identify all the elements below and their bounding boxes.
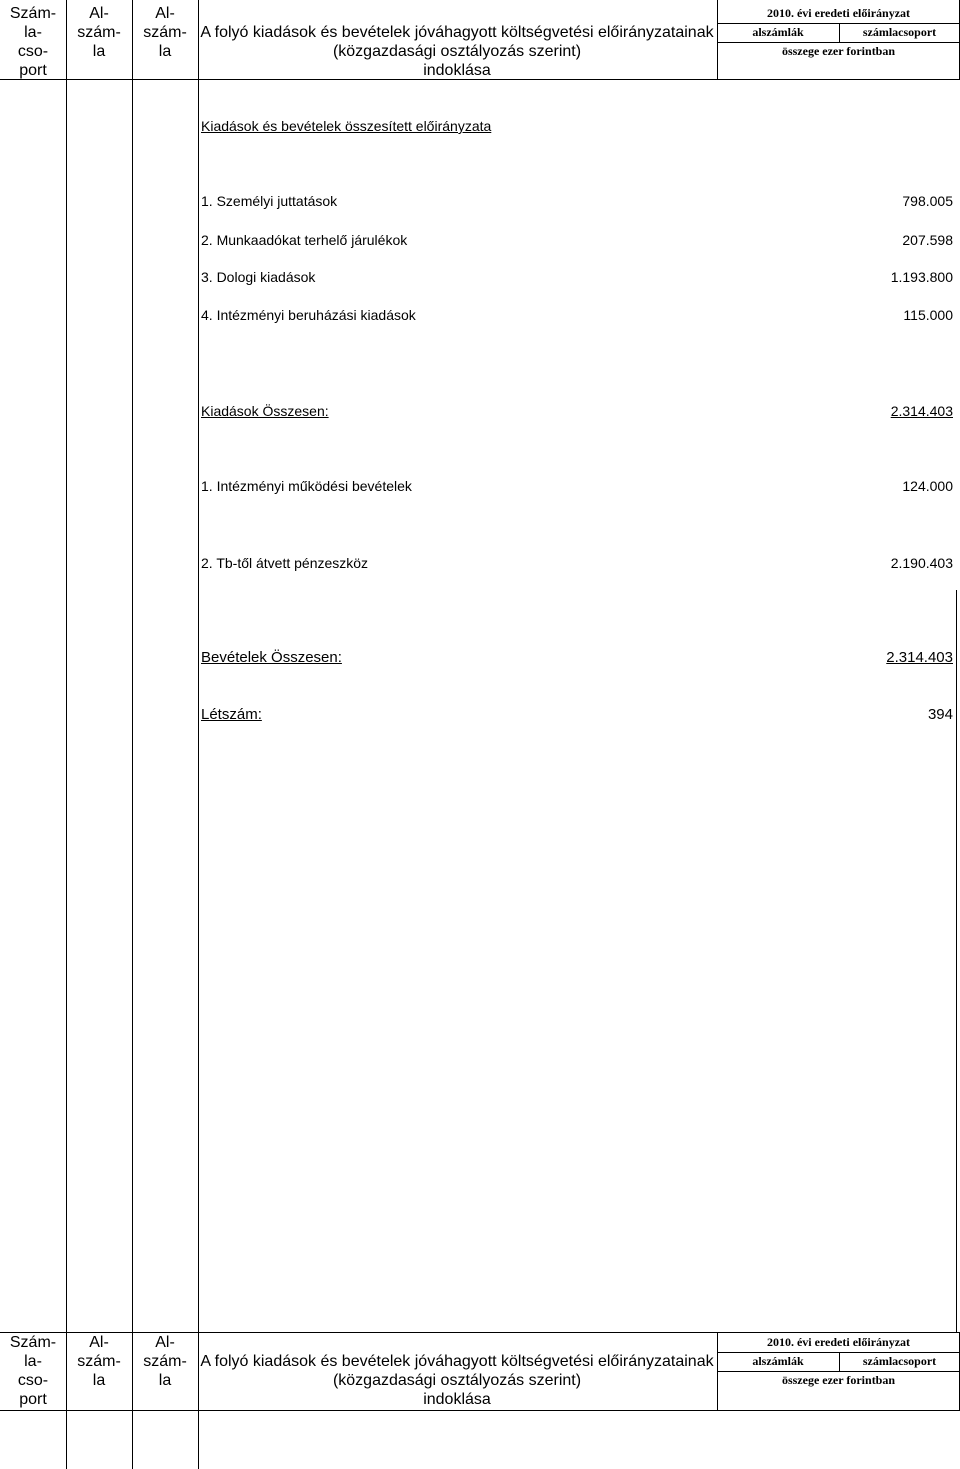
header-szamlacsoport: számlacsoport <box>862 1354 937 1368</box>
header-text: szám- <box>143 1353 187 1370</box>
header-col-szamlacsoport <box>0 4 66 80</box>
header-text: la <box>158 43 172 60</box>
header-text: Al- <box>89 5 109 22</box>
header-osszege: összege ezer forintban <box>781 44 896 58</box>
header-alszamlak: alszámlák <box>752 25 804 39</box>
headcount-value: 394 <box>927 706 953 723</box>
column-border <box>956 590 957 1332</box>
header-text: szám- <box>77 1353 121 1370</box>
income-label: 1. Intézményi működési bevételek <box>201 478 412 494</box>
header-alszamlak: alszámlák <box>752 1354 804 1368</box>
header-year-title: 2010. évi eredeti előirányzat <box>766 6 911 20</box>
header-col-szamlacsoport <box>0 1333 66 1409</box>
header-text: port <box>19 1391 47 1408</box>
header-text: cso- <box>17 1372 49 1389</box>
header-text: la <box>92 43 106 60</box>
expense-label: 4. Intézményi beruházási kiadások <box>201 307 416 323</box>
column-border <box>132 0 133 1469</box>
header-year-title: 2010. évi eredeti előirányzat <box>766 1335 911 1349</box>
header-col-alszamla-2 <box>132 1333 198 1390</box>
divider <box>839 1352 840 1371</box>
divider <box>717 42 960 43</box>
expense-value: 1.193.800 <box>890 269 953 285</box>
header-text: indoklása <box>423 62 491 79</box>
header-description <box>198 1352 716 1409</box>
header-col-alszamla <box>66 1333 132 1390</box>
header-osszege: összege ezer forintban <box>781 1373 896 1387</box>
expense-value: 115.000 <box>903 307 953 323</box>
header-text: Al- <box>155 5 175 22</box>
header-text: cso- <box>17 43 49 60</box>
header-text: la <box>158 1372 172 1389</box>
header-text: Szám- <box>9 5 57 22</box>
income-total-label: Bevételek Összesen: <box>201 649 342 666</box>
header-col-alszamla <box>66 4 132 61</box>
header-text: Al- <box>155 1334 175 1351</box>
header-text: A folyó kiadások és bevételek jóváhagyott költségvetési előirányzatainak <box>200 1353 714 1370</box>
expense-value: 207.598 <box>902 232 953 248</box>
section-title: Kiadások és bevételek összesített előirányzata <box>201 118 492 134</box>
income-value: 124.000 <box>902 478 953 494</box>
header-text: (közgazdasági osztályozás szerint) <box>332 43 582 60</box>
expense-value: 798.005 <box>902 193 953 209</box>
header-text: A folyó kiadások és bevételek jóváhagyott költségvetési előirányzatainak <box>200 24 714 41</box>
divider <box>839 23 840 42</box>
income-total-value: 2.314.403 <box>886 649 953 666</box>
column-border <box>717 0 718 79</box>
header-text: szám- <box>77 24 121 41</box>
expenses-total-value: 2.314.403 <box>890 403 953 419</box>
headcount-label: Létszám: <box>201 706 262 723</box>
expense-label: 1. Személyi juttatások <box>201 193 338 209</box>
header-text: (közgazdasági osztályozás szerint) <box>332 1372 582 1389</box>
header-szamlacsoport: számlacsoport <box>862 25 937 39</box>
column-border <box>198 0 199 1469</box>
header-text: la <box>92 1372 106 1389</box>
header-text: indoklása <box>423 1391 491 1408</box>
column-border <box>66 0 67 1469</box>
column-border <box>717 1332 718 1410</box>
header-text: la- <box>24 24 42 41</box>
header-description <box>198 23 716 80</box>
header-bottom-border <box>0 79 960 80</box>
expense-label: 2. Munkaadókat terhelő járulékok <box>201 232 408 248</box>
expense-label: 3. Dologi kiadások <box>201 269 316 285</box>
divider <box>717 1371 960 1372</box>
header-text: la- <box>24 1353 42 1370</box>
expenses-total-label: Kiadások Összesen: <box>201 403 329 419</box>
income-label: 2. Tb-től átvett pénzeszköz <box>201 555 369 571</box>
header-text: Al- <box>89 1334 109 1351</box>
header-text: Szám- <box>9 1334 57 1351</box>
header-col-alszamla-2 <box>132 4 198 61</box>
income-value: 2.190.403 <box>890 555 953 571</box>
header-text: szám- <box>143 24 187 41</box>
header-bottom-border <box>0 1410 960 1411</box>
header-text: port <box>19 62 47 79</box>
